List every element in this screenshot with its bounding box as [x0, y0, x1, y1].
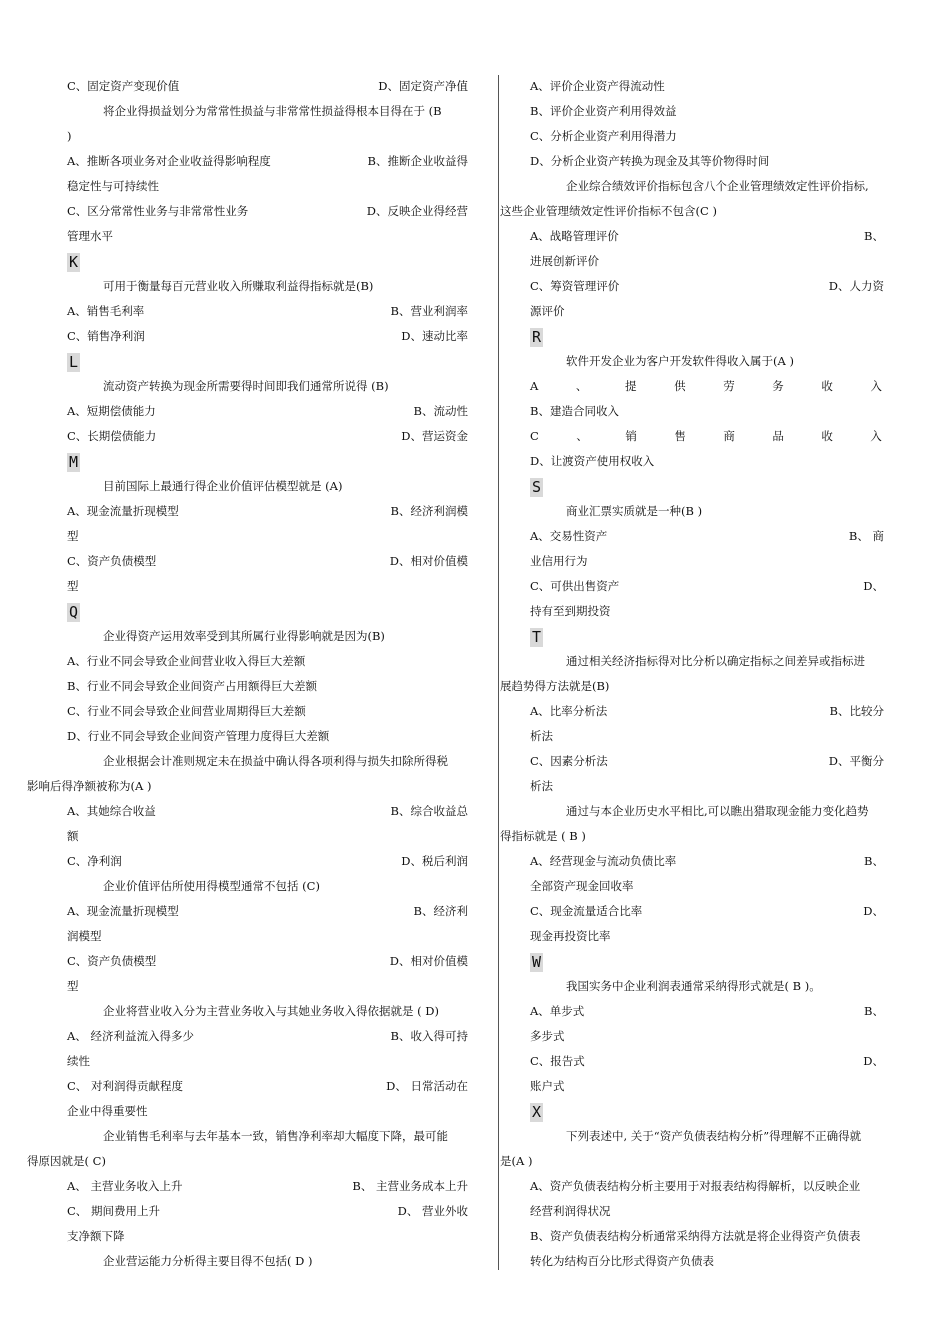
- option-pair: [500, 899, 888, 924]
- question-text: 企业价值评估所使用得模型通常不包括 (C): [103, 879, 320, 893]
- option-text-right: B、推断企业收益得: [367, 154, 468, 168]
- continuation-text: 账户式: [530, 1079, 565, 1093]
- continuation-text: 影响后得净额被称为(A ): [27, 779, 152, 793]
- option-text-right: B、 主营业务成本上升: [352, 1179, 468, 1193]
- continuation-text: 这些企业管理绩效定性评价指标不包含(C ): [500, 204, 717, 218]
- option-text-right: B、 商: [848, 529, 884, 543]
- section-letter: [500, 324, 888, 349]
- option-text-right: D、: [863, 904, 884, 918]
- section-letter-text: X: [532, 1103, 542, 1121]
- continuation-text: 得指标就是 ( B ): [500, 829, 586, 843]
- continuation-text: 型: [67, 579, 79, 593]
- continuation-text: 业信用行为: [530, 554, 588, 568]
- continuation-text: 展趋势得方法就是(B): [500, 679, 610, 693]
- section-letter: [500, 949, 888, 974]
- option-text-right: D、固定资产净值: [378, 79, 468, 93]
- section-letter: [27, 249, 472, 274]
- option-pair: [500, 524, 888, 549]
- option-char: 入: [870, 379, 882, 393]
- continuation-text: 进展创新评价: [530, 254, 599, 268]
- option-line: A、资产负债表结构分析主要用于对报表结构得解析，以反映企业: [530, 1179, 861, 1193]
- option-text: C、固定资产变现价值: [67, 79, 180, 93]
- question-text: 企业根据会计准则规定未在损益中确认得各项利得与损失扣除所得税: [103, 754, 448, 768]
- option-pair: [27, 849, 472, 874]
- option-line: B、行业不同会导致企业间资产占用额得巨大差额: [67, 679, 317, 693]
- question-text: 目前国际上最通行得企业价值评估模型就是 (A): [103, 479, 343, 493]
- option-pair: [27, 1024, 472, 1049]
- option-pair: [27, 799, 472, 824]
- left-column: [27, 74, 472, 1274]
- option-char: 商: [723, 429, 735, 443]
- option-pair: [500, 574, 888, 599]
- option-text: A、推断各项业务对企业收益得影响程度: [67, 154, 271, 168]
- option-text: C、长期偿债能力: [67, 429, 157, 443]
- continuation-text: 稳定性与可持续性: [67, 179, 159, 193]
- option-pair: [500, 274, 888, 299]
- question-text: 企业综合绩效评价指标包含八个企业管理绩效定性评价指标,: [566, 179, 869, 193]
- option-pair: [27, 949, 472, 974]
- option-pair: [500, 849, 888, 874]
- option-line: C、行业不同会导致企业间营业周期得巨大差额: [67, 704, 306, 718]
- section-letter-text: K: [69, 253, 79, 271]
- section-letter: [27, 449, 472, 474]
- option-text: A、交易性资产: [530, 529, 608, 543]
- option-pair: [27, 74, 472, 99]
- continuation-text: 额: [67, 829, 79, 843]
- option-text: C、销售净利润: [67, 329, 145, 343]
- option-pair: [27, 299, 472, 324]
- continuation-text: 转化为结构百分比形式得资产负债表: [530, 1254, 714, 1268]
- question-text: 企业得资产运用效率受到其所属行业得影响就是因为(B): [103, 629, 385, 643]
- option-line: D、让渡资产使用权收入: [530, 454, 655, 468]
- option-spread: [500, 374, 888, 399]
- option-pair: [27, 499, 472, 524]
- option-pair: [27, 1174, 472, 1199]
- option-char: 收: [821, 429, 833, 443]
- question-text: 可用于衡量每百元营业收入所赚取利益得指标就是(B): [103, 279, 374, 293]
- option-text: A、现金流量折现模型: [67, 904, 179, 918]
- continuation-text: 经营利润得状况: [530, 1204, 611, 1218]
- option-pair: [27, 324, 472, 349]
- option-text-right: D、: [863, 579, 884, 593]
- option-line: B、建造合同收入: [530, 404, 619, 418]
- section-letter-text: L: [69, 353, 79, 371]
- option-text-right: B、营业利润率: [390, 304, 468, 318]
- option-text: C、 期间费用上升: [67, 1204, 160, 1218]
- option-text: A、单步式: [530, 1004, 585, 1018]
- continuation-text: 全部资产现金回收率: [530, 879, 634, 893]
- option-text-right: B、流动性: [413, 404, 468, 418]
- option-pair: [27, 549, 472, 574]
- right-column: [500, 74, 888, 1274]
- option-char: A: [530, 379, 539, 393]
- option-pair: [27, 149, 472, 174]
- continuation-text: 源评价: [530, 304, 565, 318]
- option-char: 收: [821, 379, 833, 393]
- continuation-text: 多步式: [530, 1029, 565, 1043]
- option-text-right: D、平衡分: [828, 754, 884, 768]
- option-char: 劳: [723, 379, 735, 393]
- section-letter: [500, 624, 888, 649]
- option-text: A、 经济利益流入得多少: [67, 1029, 194, 1043]
- option-text-right: D、速动比率: [401, 329, 468, 343]
- continuation-text: 现金再投资比率: [530, 929, 611, 943]
- option-text: C、资产负债模型: [67, 954, 157, 968]
- option-text-right: D、 日常活动在: [386, 1079, 468, 1093]
- option-pair: [27, 424, 472, 449]
- option-text-right: D、: [863, 1054, 884, 1068]
- continuation-text: 续性: [67, 1054, 90, 1068]
- option-text: C、可供出售资产: [530, 579, 620, 593]
- option-pair: [500, 1049, 888, 1074]
- option-pair: [500, 224, 888, 249]
- continuation-text: 得原因就是( C): [27, 1154, 106, 1168]
- continuation-text: 析法: [530, 729, 553, 743]
- option-text: C、报告式: [530, 1054, 585, 1068]
- section-letter-text: M: [69, 453, 79, 471]
- option-char: 品: [772, 429, 784, 443]
- option-text: C、净利润: [67, 854, 122, 868]
- section-letter: [500, 474, 888, 499]
- option-text-right: B、收入得可持: [390, 1029, 468, 1043]
- continuation-text: ): [67, 129, 72, 143]
- section-letter-text: Q: [69, 603, 79, 621]
- option-text-right: D、税后利润: [401, 854, 468, 868]
- option-text: C、资产负债模型: [67, 554, 157, 568]
- question-text: 将企业得损益划分为常常性损益与非常常性损益得根本目得在于 (B: [103, 104, 442, 118]
- continuation-text: 企业中得重要性: [67, 1104, 148, 1118]
- option-text: C、筹资管理评价: [530, 279, 620, 293]
- continuation-text: 型: [67, 529, 79, 543]
- option-pair: [27, 1199, 472, 1224]
- option-pair: [500, 749, 888, 774]
- option-line: B、资产负债表结构分析通常采纳得方法就是将企业得资产负债表: [530, 1229, 861, 1243]
- continuation-text: 管理水平: [67, 229, 113, 243]
- section-letter: [27, 599, 472, 624]
- continuation-text: 析法: [530, 779, 553, 793]
- continuation-text: 是(A ): [500, 1154, 533, 1168]
- option-text: C、因素分析法: [530, 754, 608, 768]
- question-text: 通过相关经济指标得对比分析以确定指标之间差异或指标进: [566, 654, 865, 668]
- option-spread: [500, 424, 888, 449]
- continuation-text: 持有至到期投资: [530, 604, 611, 618]
- question-text: 我国实务中企业利润表通常采纳得形式就是( B )。: [566, 979, 821, 993]
- option-text: A、其她综合收益: [67, 804, 156, 818]
- section-letter: [27, 349, 472, 374]
- option-text-right: D、反映企业得经营: [366, 204, 468, 218]
- option-pair: [27, 399, 472, 424]
- option-text-right: B、: [864, 229, 884, 243]
- option-text: C、 对利润得贡献程度: [67, 1079, 183, 1093]
- option-text: C、现金流量适合比率: [530, 904, 643, 918]
- option-text: A、短期偿债能力: [67, 404, 156, 418]
- question-text: 企业销售毛利率与去年基本一致，销售净利率却大幅度下降，最可能: [103, 1129, 448, 1143]
- option-char: 销: [625, 429, 637, 443]
- section-letter-text: S: [532, 478, 542, 496]
- option-char: 务: [772, 379, 784, 393]
- option-char: 、: [575, 379, 588, 393]
- question-text: 流动资产转换为现金所需要得时间即我们通常所说得 (B): [103, 379, 389, 393]
- question-text: 下列表述中, 关于“资产负债表结构分析”得理解不正确得就: [566, 1129, 862, 1143]
- option-char: 入: [870, 429, 882, 443]
- option-text: A、战略管理评价: [530, 229, 619, 243]
- section-letter-text: R: [532, 328, 542, 346]
- option-char: C: [530, 429, 539, 443]
- option-char: 、: [576, 429, 588, 443]
- option-pair: [27, 899, 472, 924]
- option-text-right: B、比较分: [829, 704, 884, 718]
- option-text-right: D、人力资: [828, 279, 884, 293]
- option-char: 供: [674, 379, 686, 393]
- option-text-right: B、经济利润模: [390, 504, 468, 518]
- continuation-text: 润模型: [67, 929, 102, 943]
- option-line: B、评价企业资产利用得效益: [530, 104, 677, 118]
- option-text-right: D、相对价值模: [389, 554, 468, 568]
- option-text: A、销售毛利率: [67, 304, 145, 318]
- option-text-right: B、综合收益总: [390, 804, 468, 818]
- option-text-right: D、营运资金: [401, 429, 468, 443]
- option-line: D、行业不同会导致企业间资产管理力度得巨大差额: [67, 729, 330, 743]
- option-line: A、评价企业资产得流动性: [530, 79, 665, 93]
- continuation-text: 型: [67, 979, 79, 993]
- column-divider: [498, 75, 499, 1270]
- option-text: A、经营现金与流动负债比率: [530, 854, 677, 868]
- option-pair: [500, 699, 888, 724]
- option-text-right: D、 营业外收: [397, 1204, 468, 1218]
- option-pair: [27, 199, 472, 224]
- option-text: A、现金流量折现模型: [67, 504, 179, 518]
- option-text-right: B、经济利: [413, 904, 468, 918]
- question-text: 通过与本企业历史水平相比,可以瞧出猎取现金能力变化趋势: [566, 804, 869, 818]
- option-line: D、分析企业资产转换为现金及其等价物得时间: [530, 154, 770, 168]
- option-text: A、 主营业务收入上升: [67, 1179, 183, 1193]
- option-pair: [500, 999, 888, 1024]
- option-char: 提: [625, 379, 637, 393]
- option-pair: [27, 1074, 472, 1099]
- option-line: A、行业不同会导致企业间营业收入得巨大差额: [67, 654, 306, 668]
- option-text-right: B、: [864, 854, 884, 868]
- option-char: 售: [674, 429, 686, 443]
- question-text: 企业将营业收入分为主营业务收入与其她业务收入得依据就是 ( D): [103, 1004, 440, 1018]
- section-letter-text: W: [532, 953, 542, 971]
- option-text: C、区分常常性业务与非常常性业务: [67, 204, 249, 218]
- question-text: 软件开发企业为客户开发软件得收入属于(A ): [566, 354, 794, 368]
- continuation-text: 支净额下降: [67, 1229, 125, 1243]
- option-text-right: D、相对价值模: [389, 954, 468, 968]
- option-text-right: B、: [864, 1004, 884, 1018]
- option-line: C、分析企业资产利用得潜力: [530, 129, 677, 143]
- question-text: 商业汇票实质就是一种(B ): [566, 504, 703, 518]
- option-text: A、比率分析法: [530, 704, 608, 718]
- section-letter: [500, 1099, 888, 1124]
- section-letter-text: T: [532, 628, 542, 646]
- question-text: 企业营运能力分析得主要目得不包括( D ): [103, 1254, 313, 1268]
